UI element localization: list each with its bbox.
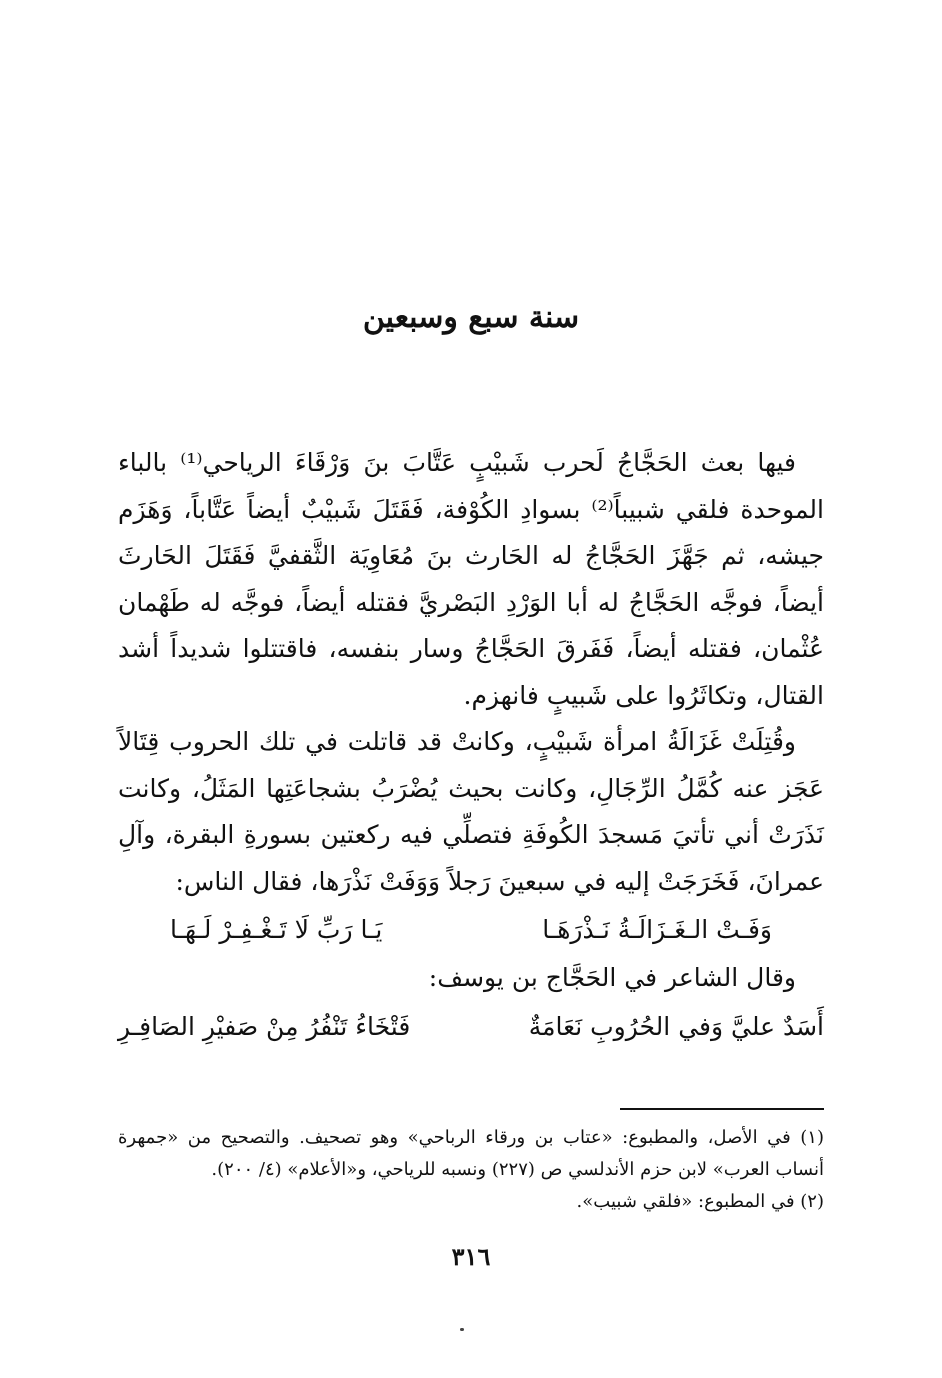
- footnote-1: (١) في الأصل، والمطبوع: «عتاب بن ورقاء الرباحي» وهو تصحيف. والتصحيح من «جمهرة أنساب العرب» لابن حزم الأندلسي ص (٢٢٧) ونسبه للرياحي، و«الأعلام» (٤/ ٢٠٠).: [118, 1127, 824, 1180]
- print-speck: [460, 1328, 464, 1331]
- footnote-separator: [620, 1108, 824, 1110]
- verse-2-second-hemistich: فَتْخَاءُ تَنْفُرُ مِنْ صَفيْرِ الصَافِـرِ: [118, 1011, 411, 1041]
- paragraph-1: فيها بعث الحَجَّاجُ لَحرب شَبيْبٍ عَتَّابَ بنَ وَرْقَاءَ الرياحي⁽¹⁾ بالباء الموحدة فلقي شبيباً⁽²⁾ بسوادِ الكُوْفة، فَقَتَلَ شَبيْبٌ أيضاً عَتَّاباً، وَهَزَم جيشه، ثم جَهَّزَ الحَجَّاجُ له الحَارث بنَ مُعَاوِيَة الثَّقفيَّ فَقَتَلَ الحَارثَ أيضاً، فوجَّه الحَجَّاجُ له أبا الوَرْدِ البَصْريَّ فقتله أيضاً، فوجَّه له طَهْمان عُثْمان، فقتله أيضاً، فَفَرقَ الحَجَّاجُ وسار بنفسه، فاقتتلوا شديداً أشد القتال، وتكاثَرُوا على شَبيبٍ فانهزم.: [118, 448, 824, 710]
- verse-line-1: [118, 905, 824, 955]
- verse-1-first-hemistich: وَفَـتْ الـغَـزَالَـةُ نَـذْرَهَـا: [542, 915, 772, 944]
- main-text: [118, 440, 824, 1052]
- verse-2-intro: وقال الشاعر في الحَجَّاج بن يوسف:: [428, 963, 796, 992]
- paragraph-2: وقُتِلَتْ غَزَالَةُ امرأة شَبيْبٍ، وكانتْ قد قاتلت في تلك الحروب قِتَالاً عَجَز عنه كُمَّلُ الرِّجَالِ، وكانت بحيث يُضْرَبُ بشجاعَتِها المَثَلُ، وكانت نَذَرَتْ أني تأتيَ مَسجدَ الكُوفَةِ فتصلِّي فيه ركعتين بسورةِ البقرة، وآلِ عمرانَ، فَخَرَجَتْ إليه في سبعينَ رَجلاً وَوَفَتْ نَذْرَها، فقال الناس:: [118, 727, 824, 896]
- verse-2-first-hemistich: أَسَدٌ عليَّ وَفي الحُرُوبِ نَعَامَةٌ: [528, 1011, 824, 1041]
- footnotes: [118, 1122, 824, 1218]
- verse-1-second-hemistich: يَـا رَبِّ لَا تَـغْـفِـرْ لَـهَـا: [170, 915, 383, 944]
- chapter-title: سنة سبع وسبعين: [362, 300, 580, 335]
- page-number: ٣١٦: [451, 1242, 491, 1271]
- verse-line-2: [118, 1002, 824, 1052]
- footnote-2: (٢) في المطبوع: «فلقي شبيب».: [576, 1191, 824, 1212]
